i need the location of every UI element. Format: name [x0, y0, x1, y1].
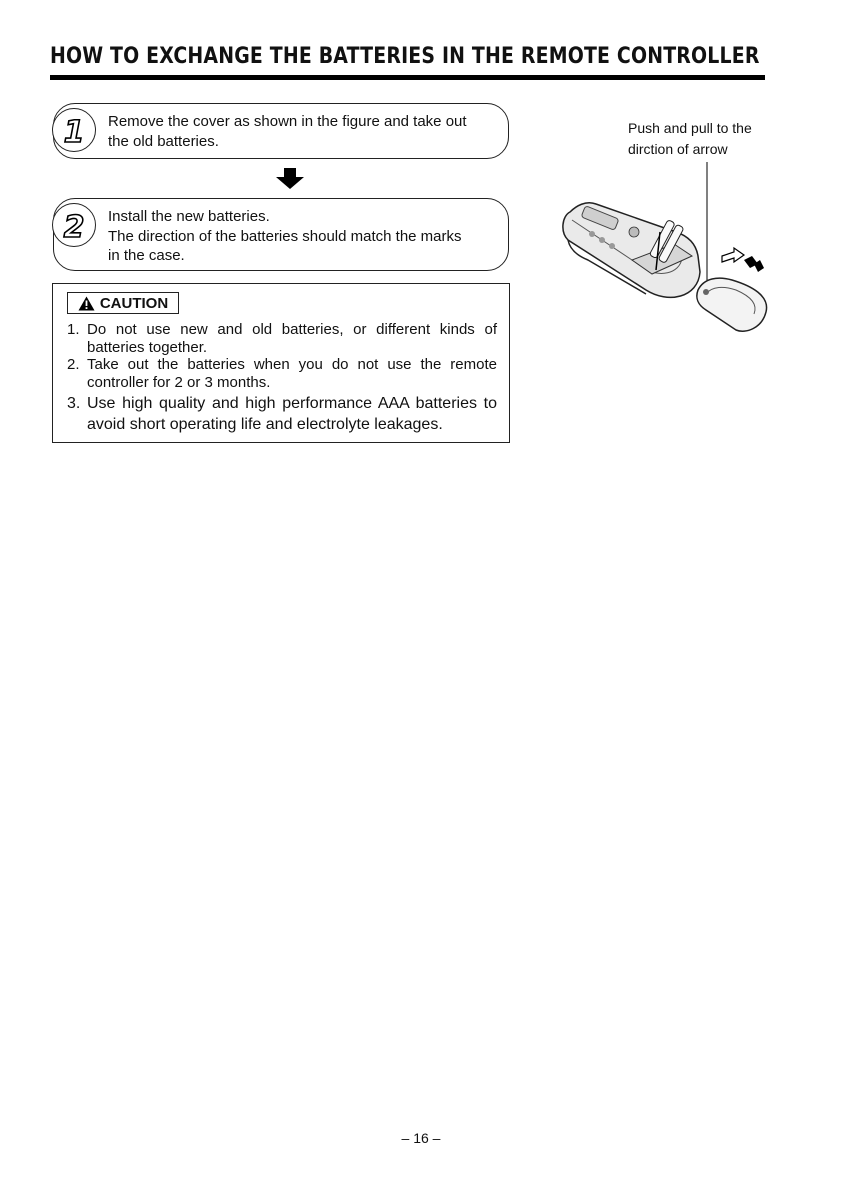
figure-caption-line: dirction of arrow: [628, 141, 728, 157]
step-1-number-badge: [52, 108, 96, 152]
caution-box: [52, 283, 510, 443]
caution-item-text: Do not use new and old batteries, or different kinds of batteries together.: [87, 321, 497, 356]
step-1-number-icon: [53, 109, 97, 153]
figure-caption-line: Push and pull to the: [628, 120, 752, 136]
step-1-text: [108, 112, 498, 151]
figure-caption: [628, 118, 778, 160]
step-1-line: the old batteries.: [108, 132, 219, 150]
step-2-line: Install the new batteries.: [108, 208, 270, 225]
caution-label: CAUTION: [99, 294, 169, 312]
caution-item-number: 2.: [67, 356, 80, 373]
step-2-number-badge: [52, 203, 96, 247]
caution-item: [67, 321, 497, 356]
caution-item: [67, 393, 497, 435]
svg-text:1: 1: [63, 115, 85, 150]
down-arrow-icon: [276, 168, 304, 190]
caution-item: [67, 356, 497, 391]
step-2-text: [108, 207, 498, 266]
warning-triangle-icon: [78, 296, 95, 311]
caution-item-text: Take out the batteries when you do not use the remote controller for 2 or 3 months.: [87, 356, 497, 391]
step-2-line: The direction of the batteries should match the marks: [108, 227, 462, 245]
page-number: – 16 –: [401, 1130, 441, 1146]
step-2-number-icon: [53, 204, 97, 248]
caution-item-text: Use high quality and high performance AAA batteries to avoid short operating life and electrolyte leakages.: [87, 395, 497, 433]
caution-item-number: 1.: [67, 321, 80, 338]
step-1-box: [53, 103, 509, 159]
caution-item-number: 3.: [67, 395, 81, 412]
svg-text:2: 2: [63, 210, 85, 245]
caution-list: [67, 321, 497, 435]
remote-controller-illustration: [548, 160, 774, 340]
title-underline: [50, 75, 765, 80]
step-2-box: [53, 198, 509, 271]
caution-badge: [67, 292, 179, 314]
step-2-line: in the case.: [108, 247, 185, 264]
page-title: HOW TO EXCHANGE THE BATTERIES IN THE REMOTE CONTROLLER: [50, 44, 760, 69]
step-1-line: Remove the cover as shown in the figure and take out: [108, 113, 467, 130]
